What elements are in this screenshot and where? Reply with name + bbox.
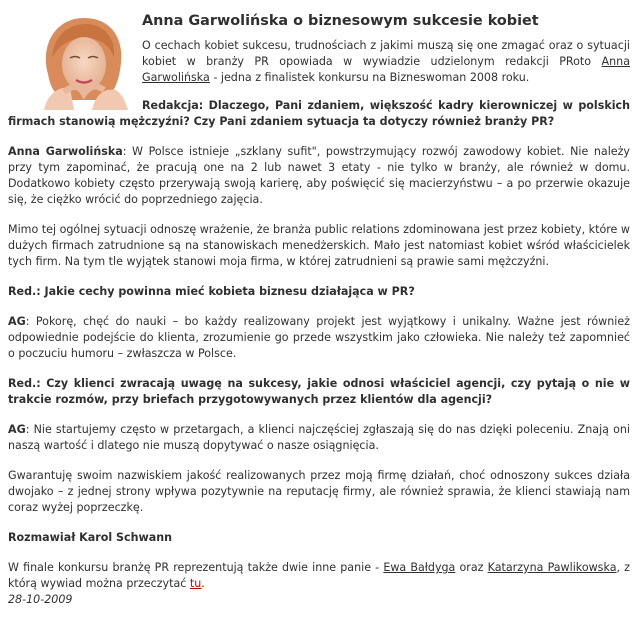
answer-2: AG: Pokorę, chęć do nauki – bo każdy realizowany projekt jest wyjątkowy i unikalny. Ważne jest również odpowiednie podejście do klienta, zrozumienie go przede wszystkim jako człowieka. Nie należy też zapomnieć o poczuciu humoru – zwłaszcza w Polsce. — [8, 315, 630, 360]
interview-here-link[interactable]: tu — [189, 577, 202, 590]
interviewer-credit: Rozmawiał Karol Schwann — [8, 531, 173, 544]
answer-3: AG: Nie startujemy często w przetargach, a klienci najczęściej zgłaszają się do nas dzięki poleceniu. Znają oni naszą wartość i dlatego nie muszą dopytywać o nasze osiągnięcia. — [8, 423, 630, 452]
answer-1-continued: Mimo tej ogólnej sytuacji odnoszę wrażenie, że branża public relations zdominowana jest przez kobiety, które w dużych firmach zatrudnione są na stanowiskach menedżerskich. Mało jest natomiast kobiet wśród właścicielek tych firm. Na tym tle wyjątek stanowi moja firma, w której zatrudnieni są prawie sami mężczyźni. — [8, 223, 630, 268]
final-paragraph: W finale konkursu branżę PR reprezentują także dwie inne panie - Ewa Bałdyga oraz Katarzyna Pawlikowska, z którą wywiad można przeczytać tu. — [8, 561, 630, 590]
ewa-baldyga-link[interactable]: Ewa Bałdyga — [383, 561, 456, 574]
article-date: 28-10-2009 — [8, 593, 73, 606]
question-3: Red.: Czy klienci zwracają uwagę na sukcesy, jakie odnosi właściciel agencji, czy pytają o nie w trakcie rozmów, przy briefach przygotowywanych przez klientów dla agencji? — [8, 377, 630, 406]
answer-1: Anna Garwolińska: W Polsce istnieje „szklany sufit", powstrzymujący rozwój zawodowy kobiet. Nie należy przy tym zapominać, że pracują one na 2 lub nawet 3 etaty - nie tylko w branży, ale również w domu. Dodatkowo kobiety często przerywają swoją karierę, aby poświęcić się macierzyństwu – a po przerwie okazuje się, że ciężko wrócić do poprzedniego zajęcia. — [8, 145, 630, 206]
author-link[interactable]: Anna Garwolińska — [142, 55, 630, 84]
article-lead: O cechach kobiet sukcesu, trudnościach z jakimi muszą się one zmagać oraz o sytuacji kobiet w branży PR opowiada w wywiadzie udzielonym redakcji PRoto Anna Garwolińska - jedna z finalistek konkursu na Bizneswoman 2008 roku. — [142, 39, 630, 84]
katarzyna-pawlikowska-link[interactable]: Katarzyna Pawlikowska — [487, 561, 617, 574]
question-2: Red.: Jakie cechy powinna mieć kobieta biznesu działająca w PR? — [8, 285, 415, 298]
author-photo — [34, 14, 130, 110]
answer-3-continued: Gwarantuję swoim nazwiskiem jakość realizowanych przez moją firmę działań, choć odnoszony sukces działa dwojako – z jednej strony wpływa pozytywnie na reputację firmy, ale również sprawia, że klienci stawiają nam coraz wyżej poprzeczkę. — [8, 469, 630, 514]
question-1: Redakcja: Dlaczego, Pani zdaniem, większość kadry kierowniczej w polskich firmach stanowią mężczyźni? Czy Pani zdaniem sytuacja ta dotyczy również branży PR? — [8, 99, 630, 128]
article-title: Anna Garwolińska o biznesowym sukcesie kobiet — [142, 13, 539, 29]
